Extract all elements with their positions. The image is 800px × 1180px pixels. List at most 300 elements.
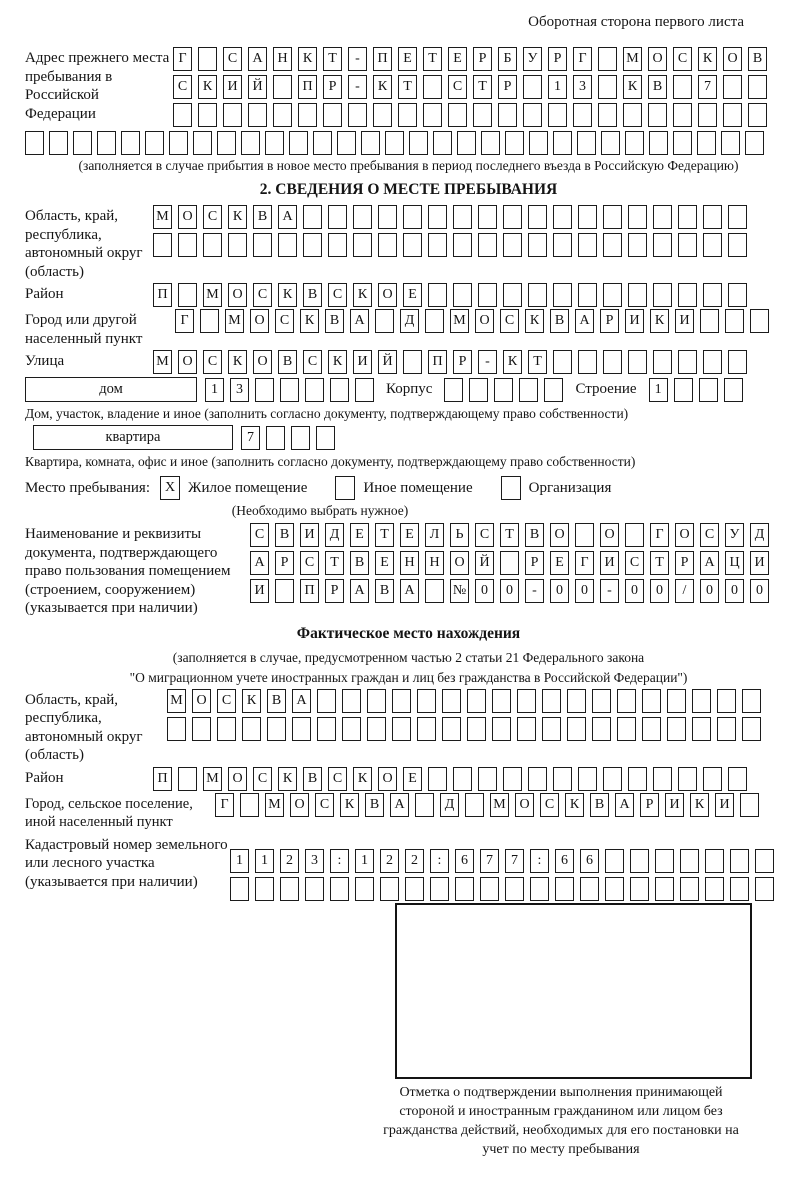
char-box[interactable] <box>428 283 447 307</box>
char-box[interactable]: Е <box>350 523 369 547</box>
char-box[interactable] <box>528 205 547 229</box>
char-box[interactable]: О <box>648 47 667 71</box>
char-box[interactable] <box>740 793 759 817</box>
char-box[interactable] <box>467 717 486 741</box>
char-box[interactable] <box>378 205 397 229</box>
char-box[interactable] <box>692 717 711 741</box>
char-box[interactable] <box>578 350 597 374</box>
char-box[interactable]: 7 <box>480 849 499 873</box>
char-box[interactable]: 0 <box>650 579 669 603</box>
char-box[interactable] <box>625 523 644 547</box>
char-box[interactable]: Е <box>403 767 422 791</box>
char-box[interactable] <box>153 233 172 257</box>
char-box[interactable]: М <box>153 350 172 374</box>
char-box[interactable] <box>728 233 747 257</box>
char-box[interactable]: Е <box>398 47 417 71</box>
char-box[interactable] <box>217 131 236 155</box>
char-box[interactable]: О <box>600 523 619 547</box>
apartment-type-box[interactable]: квартира <box>33 425 233 450</box>
char-box[interactable] <box>145 131 164 155</box>
char-box[interactable]: И <box>675 309 694 333</box>
char-box[interactable]: С <box>625 551 644 575</box>
char-box[interactable] <box>193 131 212 155</box>
char-box[interactable] <box>478 233 497 257</box>
char-box[interactable] <box>625 131 644 155</box>
char-box[interactable]: Р <box>325 579 344 603</box>
char-box[interactable]: И <box>625 309 644 333</box>
char-box[interactable]: Й <box>378 350 397 374</box>
char-box[interactable] <box>728 350 747 374</box>
char-box[interactable]: В <box>365 793 384 817</box>
char-box[interactable] <box>403 350 422 374</box>
char-box[interactable] <box>697 131 716 155</box>
char-box[interactable] <box>255 378 274 402</box>
char-box[interactable] <box>273 75 292 99</box>
char-box[interactable] <box>298 103 317 127</box>
char-box[interactable] <box>649 131 668 155</box>
char-box[interactable] <box>455 877 474 901</box>
char-box[interactable] <box>500 551 519 575</box>
char-box[interactable]: М <box>265 793 284 817</box>
char-box[interactable]: К <box>353 767 372 791</box>
char-box[interactable] <box>403 233 422 257</box>
char-box[interactable]: П <box>300 579 319 603</box>
char-box[interactable] <box>503 283 522 307</box>
char-box[interactable] <box>173 103 192 127</box>
char-box[interactable]: М <box>203 767 222 791</box>
char-box[interactable]: О <box>675 523 694 547</box>
char-box[interactable]: А <box>350 309 369 333</box>
char-box[interactable]: М <box>167 689 186 713</box>
checkbox-organization[interactable] <box>501 476 521 500</box>
char-box[interactable]: С <box>203 205 222 229</box>
char-box[interactable]: А <box>248 47 267 71</box>
char-box[interactable]: С <box>475 523 494 547</box>
char-box[interactable] <box>673 75 692 99</box>
char-box[interactable]: Т <box>473 75 492 99</box>
char-box[interactable]: М <box>450 309 469 333</box>
char-box[interactable] <box>241 131 260 155</box>
char-box[interactable] <box>623 103 642 127</box>
char-box[interactable] <box>592 717 611 741</box>
char-box[interactable] <box>553 283 572 307</box>
char-box[interactable] <box>280 877 299 901</box>
char-box[interactable]: П <box>373 47 392 71</box>
char-box[interactable] <box>730 849 749 873</box>
char-box[interactable] <box>303 205 322 229</box>
char-box[interactable]: В <box>303 283 322 307</box>
char-box[interactable] <box>750 309 769 333</box>
char-box[interactable]: О <box>228 767 247 791</box>
char-box[interactable]: 7 <box>241 426 260 450</box>
char-box[interactable] <box>425 579 444 603</box>
char-box[interactable] <box>291 426 310 450</box>
char-box[interactable] <box>628 767 647 791</box>
char-box[interactable] <box>409 131 428 155</box>
char-box[interactable] <box>674 378 693 402</box>
char-box[interactable] <box>742 717 761 741</box>
char-box[interactable] <box>680 849 699 873</box>
char-box[interactable] <box>598 75 617 99</box>
char-box[interactable]: А <box>350 579 369 603</box>
char-box[interactable] <box>653 767 672 791</box>
char-box[interactable] <box>353 233 372 257</box>
char-box[interactable] <box>348 103 367 127</box>
char-box[interactable]: И <box>353 350 372 374</box>
char-box[interactable]: О <box>253 350 272 374</box>
char-box[interactable]: И <box>300 523 319 547</box>
char-box[interactable] <box>605 849 624 873</box>
char-box[interactable]: Г <box>173 47 192 71</box>
char-box[interactable]: У <box>725 523 744 547</box>
char-box[interactable]: Р <box>675 551 694 575</box>
char-box[interactable]: О <box>250 309 269 333</box>
char-box[interactable] <box>717 717 736 741</box>
char-box[interactable]: О <box>178 350 197 374</box>
char-box[interactable]: В <box>267 689 286 713</box>
char-box[interactable]: Н <box>273 47 292 71</box>
char-box[interactable] <box>465 793 484 817</box>
char-box[interactable]: О <box>450 551 469 575</box>
char-box[interactable]: О <box>723 47 742 71</box>
char-box[interactable] <box>567 689 586 713</box>
char-box[interactable] <box>275 579 294 603</box>
char-box[interactable] <box>723 103 742 127</box>
char-box[interactable]: С <box>303 350 322 374</box>
char-box[interactable] <box>667 689 686 713</box>
char-box[interactable]: П <box>153 283 172 307</box>
char-box[interactable] <box>178 283 197 307</box>
char-box[interactable]: В <box>253 205 272 229</box>
char-box[interactable] <box>578 283 597 307</box>
char-box[interactable] <box>453 283 472 307</box>
char-box[interactable]: Т <box>650 551 669 575</box>
char-box[interactable] <box>478 283 497 307</box>
char-box[interactable]: О <box>378 283 397 307</box>
char-box[interactable]: Н <box>425 551 444 575</box>
char-box[interactable] <box>492 689 511 713</box>
char-box[interactable]: 6 <box>580 849 599 873</box>
char-box[interactable]: 0 <box>625 579 644 603</box>
char-box[interactable] <box>280 378 299 402</box>
char-box[interactable]: : <box>330 849 349 873</box>
char-box[interactable] <box>469 378 488 402</box>
char-box[interactable] <box>603 350 622 374</box>
char-box[interactable] <box>703 283 722 307</box>
char-box[interactable]: К <box>278 767 297 791</box>
char-box[interactable] <box>578 767 597 791</box>
char-box[interactable]: В <box>648 75 667 99</box>
char-box[interactable]: Б <box>498 47 517 71</box>
char-box[interactable] <box>453 233 472 257</box>
char-box[interactable] <box>444 378 463 402</box>
char-box[interactable]: : <box>430 849 449 873</box>
char-box[interactable] <box>492 717 511 741</box>
char-box[interactable] <box>405 877 424 901</box>
char-box[interactable] <box>223 103 242 127</box>
char-box[interactable]: - <box>600 579 619 603</box>
char-box[interactable]: С <box>253 283 272 307</box>
char-box[interactable]: 1 <box>230 849 249 873</box>
char-box[interactable]: К <box>698 47 717 71</box>
char-box[interactable] <box>342 717 361 741</box>
char-box[interactable]: И <box>250 579 269 603</box>
char-box[interactable] <box>642 717 661 741</box>
checkbox-other-premises[interactable] <box>335 476 355 500</box>
char-box[interactable]: В <box>275 523 294 547</box>
char-box[interactable]: С <box>500 309 519 333</box>
char-box[interactable] <box>448 103 467 127</box>
char-box[interactable]: 0 <box>750 579 769 603</box>
char-box[interactable] <box>705 877 724 901</box>
char-box[interactable]: Д <box>750 523 769 547</box>
char-box[interactable]: О <box>378 767 397 791</box>
char-box[interactable] <box>73 131 92 155</box>
char-box[interactable] <box>423 75 442 99</box>
char-box[interactable] <box>630 849 649 873</box>
char-box[interactable]: Д <box>400 309 419 333</box>
char-box[interactable] <box>292 717 311 741</box>
char-box[interactable] <box>328 233 347 257</box>
char-box[interactable]: - <box>525 579 544 603</box>
char-box[interactable] <box>555 877 574 901</box>
char-box[interactable] <box>373 103 392 127</box>
char-box[interactable]: Ь <box>450 523 469 547</box>
char-box[interactable] <box>678 233 697 257</box>
char-box[interactable]: Е <box>375 551 394 575</box>
char-box[interactable]: К <box>623 75 642 99</box>
char-box[interactable]: В <box>550 309 569 333</box>
char-box[interactable]: В <box>303 767 322 791</box>
char-box[interactable]: Й <box>248 75 267 99</box>
char-box[interactable] <box>457 131 476 155</box>
char-box[interactable] <box>417 689 436 713</box>
char-box[interactable]: К <box>525 309 544 333</box>
char-box[interactable] <box>248 103 267 127</box>
char-box[interactable] <box>255 877 274 901</box>
char-box[interactable]: 2 <box>380 849 399 873</box>
char-box[interactable]: 0 <box>575 579 594 603</box>
char-box[interactable]: Р <box>453 350 472 374</box>
char-box[interactable] <box>517 689 536 713</box>
char-box[interactable]: Ц <box>725 551 744 575</box>
char-box[interactable] <box>430 877 449 901</box>
char-box[interactable]: О <box>515 793 534 817</box>
char-box[interactable] <box>578 205 597 229</box>
char-box[interactable] <box>192 717 211 741</box>
char-box[interactable]: 0 <box>700 579 719 603</box>
char-box[interactable] <box>717 689 736 713</box>
char-box[interactable]: К <box>565 793 584 817</box>
char-box[interactable] <box>417 717 436 741</box>
char-box[interactable]: В <box>590 793 609 817</box>
char-box[interactable] <box>303 233 322 257</box>
char-box[interactable] <box>700 309 719 333</box>
char-box[interactable]: К <box>328 350 347 374</box>
char-box[interactable]: К <box>278 283 297 307</box>
char-box[interactable]: - <box>348 75 367 99</box>
char-box[interactable]: К <box>340 793 359 817</box>
char-box[interactable] <box>653 283 672 307</box>
char-box[interactable] <box>745 131 764 155</box>
char-box[interactable]: - <box>478 350 497 374</box>
char-box[interactable] <box>316 426 335 450</box>
char-box[interactable]: А <box>700 551 719 575</box>
char-box[interactable] <box>265 131 284 155</box>
char-box[interactable] <box>178 233 197 257</box>
char-box[interactable]: Г <box>575 551 594 575</box>
char-box[interactable] <box>378 233 397 257</box>
char-box[interactable] <box>705 849 724 873</box>
char-box[interactable] <box>628 233 647 257</box>
char-box[interactable] <box>648 103 667 127</box>
char-box[interactable] <box>653 205 672 229</box>
char-box[interactable]: Й <box>475 551 494 575</box>
char-box[interactable]: С <box>673 47 692 71</box>
char-box[interactable] <box>313 131 332 155</box>
char-box[interactable] <box>655 877 674 901</box>
char-box[interactable] <box>355 378 374 402</box>
char-box[interactable]: 1 <box>649 378 668 402</box>
char-box[interactable] <box>628 205 647 229</box>
char-box[interactable] <box>673 131 692 155</box>
char-box[interactable] <box>601 131 620 155</box>
char-box[interactable] <box>505 877 524 901</box>
char-box[interactable]: В <box>748 47 767 71</box>
char-box[interactable]: К <box>373 75 392 99</box>
char-box[interactable]: К <box>300 309 319 333</box>
char-box[interactable]: С <box>250 523 269 547</box>
char-box[interactable]: 2 <box>405 849 424 873</box>
char-box[interactable] <box>519 378 538 402</box>
char-box[interactable] <box>517 717 536 741</box>
char-box[interactable] <box>728 205 747 229</box>
char-box[interactable]: Т <box>500 523 519 547</box>
char-box[interactable] <box>442 717 461 741</box>
char-box[interactable]: С <box>315 793 334 817</box>
char-box[interactable] <box>730 877 749 901</box>
char-box[interactable] <box>167 717 186 741</box>
char-box[interactable] <box>428 233 447 257</box>
char-box[interactable] <box>598 47 617 71</box>
char-box[interactable] <box>748 75 767 99</box>
char-box[interactable] <box>494 378 513 402</box>
char-box[interactable] <box>361 131 380 155</box>
char-box[interactable] <box>503 767 522 791</box>
char-box[interactable] <box>603 233 622 257</box>
char-box[interactable]: 0 <box>725 579 744 603</box>
char-box[interactable] <box>25 131 44 155</box>
char-box[interactable]: Л <box>425 523 444 547</box>
char-box[interactable] <box>49 131 68 155</box>
char-box[interactable] <box>617 717 636 741</box>
char-box[interactable]: П <box>428 350 447 374</box>
char-box[interactable]: И <box>715 793 734 817</box>
char-box[interactable]: 7 <box>698 75 717 99</box>
char-box[interactable] <box>392 717 411 741</box>
char-box[interactable]: О <box>550 523 569 547</box>
char-box[interactable] <box>553 233 572 257</box>
char-box[interactable]: 2 <box>280 849 299 873</box>
char-box[interactable]: О <box>228 283 247 307</box>
char-box[interactable]: В <box>375 579 394 603</box>
char-box[interactable] <box>317 717 336 741</box>
char-box[interactable] <box>725 309 744 333</box>
char-box[interactable]: С <box>540 793 559 817</box>
char-box[interactable]: К <box>228 350 247 374</box>
char-box[interactable]: Е <box>448 47 467 71</box>
char-box[interactable]: М <box>623 47 642 71</box>
char-box[interactable]: : <box>530 849 549 873</box>
char-box[interactable]: М <box>490 793 509 817</box>
char-box[interactable]: Г <box>573 47 592 71</box>
char-box[interactable] <box>478 767 497 791</box>
char-box[interactable] <box>380 877 399 901</box>
char-box[interactable]: В <box>278 350 297 374</box>
char-box[interactable]: 6 <box>555 849 574 873</box>
char-box[interactable]: Р <box>275 551 294 575</box>
char-box[interactable] <box>198 47 217 71</box>
char-box[interactable] <box>605 877 624 901</box>
char-box[interactable]: С <box>275 309 294 333</box>
char-box[interactable]: О <box>192 689 211 713</box>
char-box[interactable]: С <box>448 75 467 99</box>
char-box[interactable]: И <box>223 75 242 99</box>
char-box[interactable] <box>523 103 542 127</box>
char-box[interactable] <box>699 378 718 402</box>
char-box[interactable]: Е <box>550 551 569 575</box>
char-box[interactable] <box>392 689 411 713</box>
char-box[interactable] <box>305 877 324 901</box>
char-box[interactable] <box>703 205 722 229</box>
char-box[interactable] <box>478 205 497 229</box>
char-box[interactable] <box>703 767 722 791</box>
char-box[interactable] <box>567 717 586 741</box>
char-box[interactable] <box>217 717 236 741</box>
char-box[interactable]: К <box>650 309 669 333</box>
char-box[interactable]: К <box>690 793 709 817</box>
char-box[interactable] <box>337 131 356 155</box>
char-box[interactable] <box>355 877 374 901</box>
char-box[interactable]: 1 <box>205 378 224 402</box>
char-box[interactable] <box>467 689 486 713</box>
char-box[interactable] <box>367 689 386 713</box>
char-box[interactable] <box>330 877 349 901</box>
char-box[interactable]: Р <box>498 75 517 99</box>
char-box[interactable] <box>755 849 774 873</box>
char-box[interactable] <box>330 378 349 402</box>
char-box[interactable]: А <box>615 793 634 817</box>
char-box[interactable]: М <box>153 205 172 229</box>
char-box[interactable]: 1 <box>255 849 274 873</box>
char-box[interactable]: И <box>665 793 684 817</box>
char-box[interactable]: С <box>300 551 319 575</box>
char-box[interactable] <box>289 131 308 155</box>
char-box[interactable]: П <box>153 767 172 791</box>
char-box[interactable] <box>530 877 549 901</box>
char-box[interactable]: Т <box>528 350 547 374</box>
char-box[interactable] <box>121 131 140 155</box>
char-box[interactable]: Д <box>325 523 344 547</box>
char-box[interactable]: О <box>475 309 494 333</box>
char-box[interactable]: М <box>203 283 222 307</box>
char-box[interactable] <box>375 309 394 333</box>
char-box[interactable] <box>498 103 517 127</box>
char-box[interactable] <box>328 205 347 229</box>
char-box[interactable] <box>542 689 561 713</box>
char-box[interactable] <box>473 103 492 127</box>
char-box[interactable]: С <box>700 523 719 547</box>
